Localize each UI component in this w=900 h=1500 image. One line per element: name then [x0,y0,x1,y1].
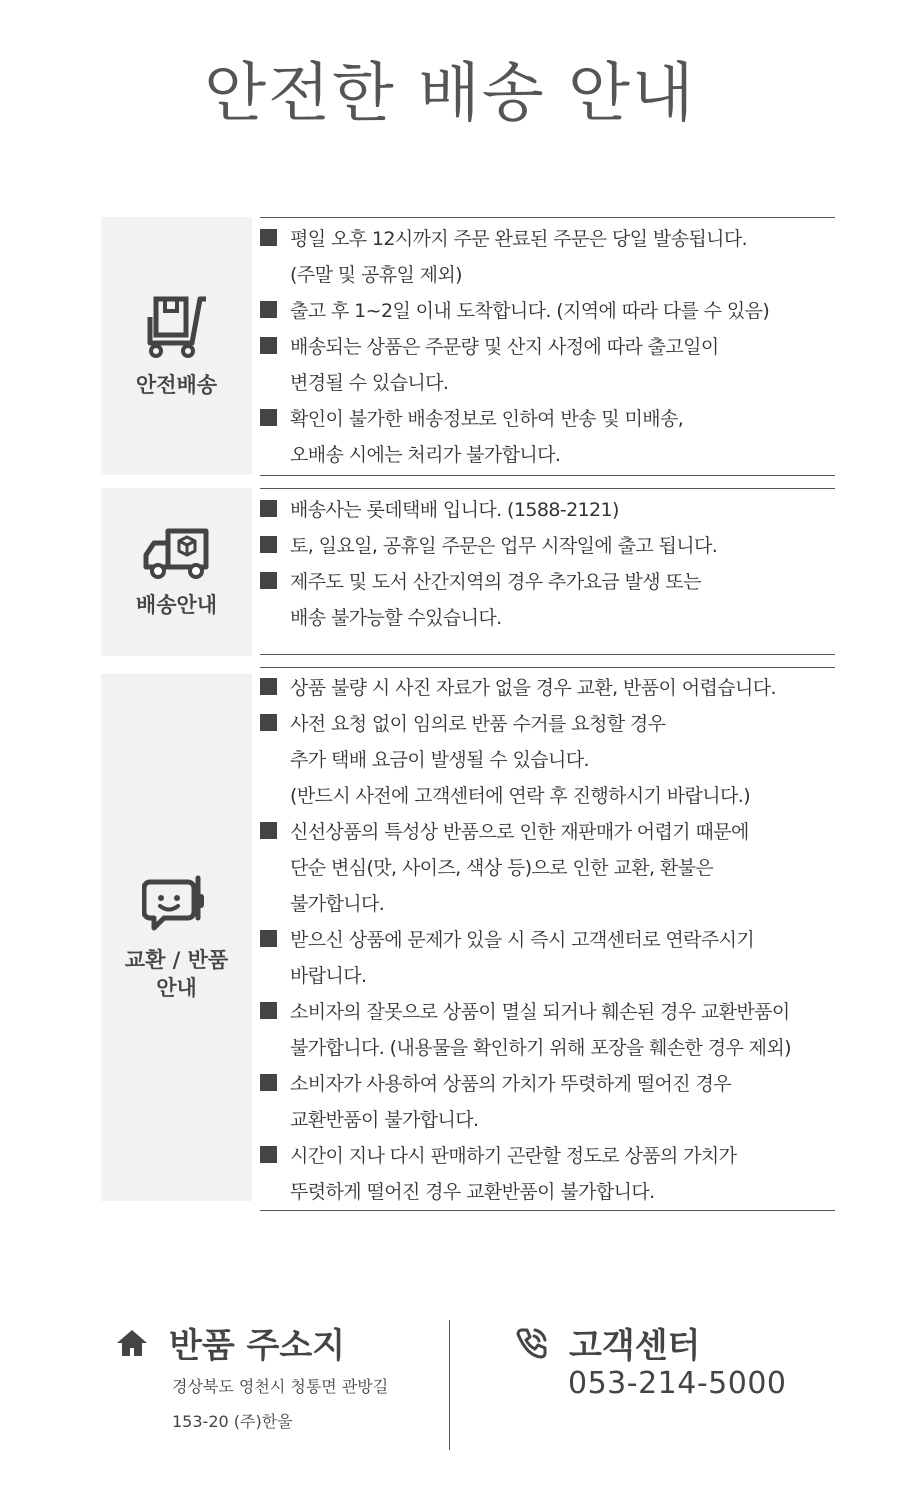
item-text: 단순 변심(맛, 사이즈, 색상 등)으로 인한 교환, 환불은 [290,857,714,879]
square-bullet-icon [260,678,277,695]
item-text: 오배송 시에는 처리가 불가합니다. [290,444,561,466]
return-address-title: 반품 주소지 [169,1326,346,1366]
square-bullet-icon [260,1146,277,1163]
page-title: 안전한 배송 안내 [204,57,696,131]
list-item [260,293,870,329]
item-text: 변경될 수 있습니다. [290,372,449,394]
square-bullet-icon [260,572,277,589]
divider-line [260,1210,835,1211]
list-item [260,706,870,814]
section-label: 안전배송 [135,373,218,397]
item-text: 불가합니다. [290,893,385,915]
list-item [260,401,870,473]
address-line: 경상북도 영천시 청통면 관방길 [172,1377,389,1396]
item-text: (주말 및 공휴일 제외) [290,264,462,286]
address-line: 153-20 (주)한울 [172,1412,293,1431]
phone-number[interactable]: 053-214-5000 [568,1366,787,1401]
support-headset-icon [142,874,212,936]
item-text: 출고 후 1~2일 이내 도착합니다. (지역에 따라 다를 수 있음) [290,300,770,322]
list-item [260,329,870,401]
list-item [260,221,870,293]
list-item [260,670,870,706]
item-text: 배송되는 상품은 주문량 및 산지 사정에 따라 출고일이 [290,336,719,358]
square-bullet-icon [260,500,277,517]
item-text: 평일 오후 12시까지 주문 완료된 주문은 당일 발송됩니다. [290,228,748,250]
footer-divider [449,1320,450,1450]
item-text: 배송 불가능할 수있습니다. [290,607,502,629]
square-bullet-icon [260,229,277,246]
square-bullet-icon [260,409,277,426]
divider-line [260,217,835,218]
item-text: 받으신 상품에 문제가 있을 시 즉시 고객센터로 연락주시기 [290,929,755,951]
delivery-truck-icon [142,525,212,581]
list-item [260,814,870,922]
list-item [260,528,870,564]
square-bullet-icon [260,1002,277,1019]
section-label-line: 교환 / 반품 [124,947,229,972]
square-bullet-icon [260,822,277,839]
divider-line [260,488,835,489]
list-item [260,492,870,528]
list-item [260,994,870,1066]
home-icon [115,1328,149,1358]
item-text: 소비자의 잘못으로 상품이 멸실 되거나 훼손된 경우 교환반품이 [290,1001,790,1023]
square-bullet-icon [260,930,277,947]
square-bullet-icon [260,337,277,354]
divider-line [260,475,835,476]
item-text: 시간이 지나 다시 판매하기 곤란할 정도로 상품의 가치가 [290,1145,737,1167]
square-bullet-icon [260,1074,277,1091]
section-label: 배송안내 [135,593,218,617]
section-label [125,946,228,1002]
divider-line [260,654,835,655]
item-text: 사전 요청 없이 임의로 반품 수거를 요청할 경우 [290,713,666,735]
item-text: 상품 불량 시 사진 자료가 없을 경우 교환, 반품이 어렵습니다. [290,677,776,699]
cart-box-icon [142,293,212,361]
item-text: 바랍니다. [290,965,367,987]
section-safe-delivery [101,217,252,475]
section-items [260,221,870,473]
customer-center-title: 고객센터 [569,1326,701,1366]
item-text: 소비자가 사용하여 상품의 가치가 뚜렷하게 떨어진 경우 [290,1073,731,1095]
list-item [260,564,870,636]
section-delivery-info [101,488,252,656]
item-text: 교환반품이 불가합니다. [290,1109,479,1131]
list-item [260,1066,870,1138]
item-text: 신선상품의 특성상 반품으로 인한 재판매가 어렵기 때문에 [290,821,749,843]
section-label-line: 안내 [156,975,197,1000]
section-items [260,492,870,636]
section-exchange-return [101,674,252,1201]
square-bullet-icon [260,301,277,318]
item-text: 확인이 불가한 배송정보로 인하여 반송 및 미배송, [290,408,684,430]
customer-center-block [515,1318,700,1367]
divider-line [260,667,835,668]
item-text: 불가합니다. (내용물을 확인하기 위해 포장을 훼손한 경우 제외) [290,1037,791,1059]
item-text: 뚜렷하게 떨어진 경우 교환반품이 불가합니다. [290,1181,655,1203]
square-bullet-icon [260,714,277,731]
phone-icon [515,1326,549,1360]
item-text: (반드시 사전에 고객센터에 연락 후 진행하시기 바랍니다.) [290,785,751,807]
section-items [260,670,870,1210]
item-text: 배송사는 롯데택배 입니다. (1588-2121) [290,499,619,521]
square-bullet-icon [260,536,277,553]
item-text: 제주도 및 도서 산간지역의 경우 추가요금 발생 또는 [290,571,701,593]
item-text: 추가 택배 요금이 발생될 수 있습니다. [290,749,589,771]
list-item [260,922,870,994]
list-item [260,1138,870,1210]
return-address-block [115,1318,345,1367]
item-text: 토, 일요일, 공휴일 주문은 업무 시작일에 출고 됩니다. [290,535,718,557]
